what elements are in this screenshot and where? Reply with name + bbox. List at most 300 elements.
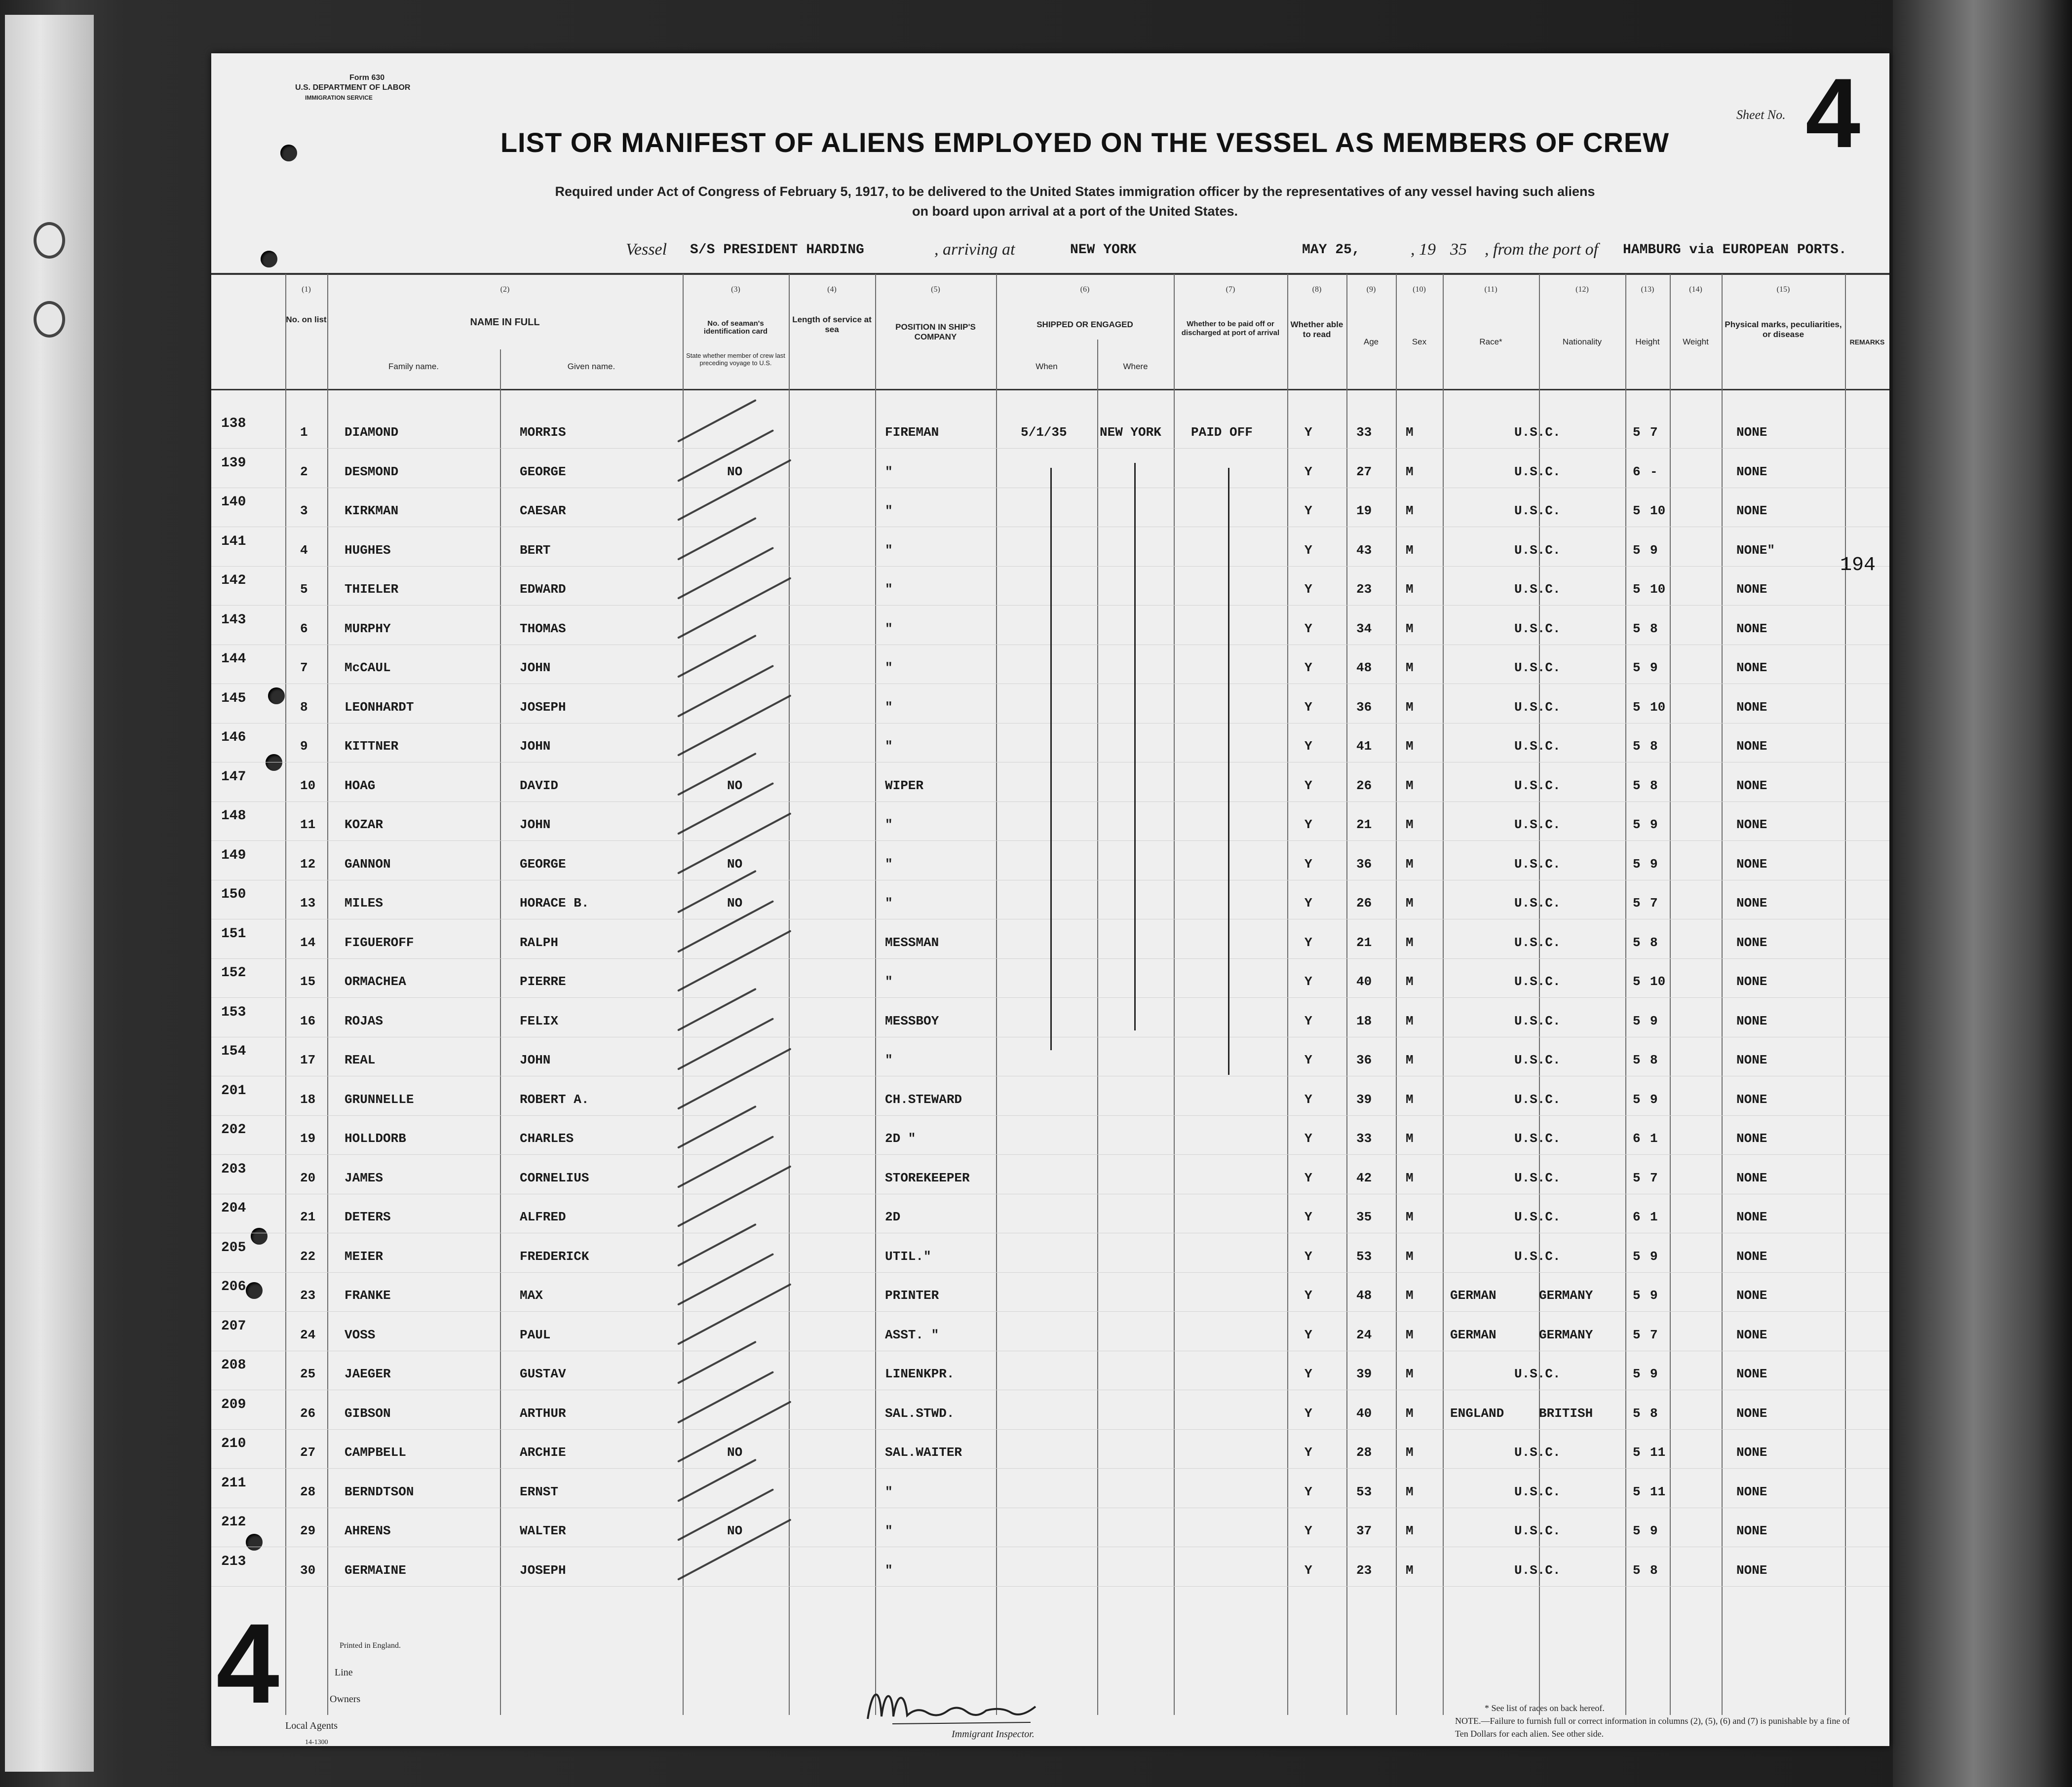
row-number: 27 (300, 1445, 316, 1460)
age: 40 (1356, 1406, 1372, 1421)
able-to-read: Y (1305, 582, 1312, 597)
age: 36 (1356, 699, 1372, 715)
column-number: (6) (1080, 285, 1090, 294)
height-feet: 5 (1633, 1288, 1641, 1303)
row-number: 23 (300, 1288, 316, 1303)
physical-marks: NONE (1736, 935, 1767, 950)
header-remarks: REMARKS (1849, 338, 1885, 346)
row-seq: 138 (221, 416, 246, 431)
family-name: AHRENS (345, 1523, 391, 1538)
column-divider (285, 274, 286, 1715)
row-number: 21 (300, 1210, 316, 1224)
row-seq: 141 (221, 533, 246, 549)
nationality: U.S.C. (1514, 1367, 1561, 1381)
age: 18 (1356, 1013, 1372, 1028)
height-inches: 9 (1650, 856, 1658, 872)
seaman-card: NO (727, 896, 743, 911)
position: " (885, 621, 893, 636)
nationality: U.S.C. (1514, 464, 1561, 479)
sex: M (1406, 1131, 1414, 1146)
handwritten-check-mark (677, 900, 774, 952)
header-physical-marks: Physical marks, peculiarities, or disease (1725, 320, 1842, 339)
row-number: 8 (300, 699, 308, 715)
row-number: 29 (300, 1523, 316, 1538)
handwritten-check-mark (677, 870, 757, 913)
handwritten-check-mark (677, 664, 774, 717)
printed-in-label: Printed in England. (340, 1641, 401, 1650)
seaman-card: NO (727, 1445, 743, 1460)
handwritten-check-mark (677, 1165, 791, 1227)
footer-owner-block (285, 1633, 401, 1746)
height-inches: 7 (1650, 1327, 1658, 1342)
nationality: U.S.C. (1514, 778, 1561, 793)
age: 24 (1356, 1327, 1372, 1342)
given-name: JOHN (520, 1053, 551, 1067)
row-rule (211, 1272, 1889, 1273)
nationality: U.S.C. (1514, 974, 1561, 989)
department-name: U.S. DEPARTMENT OF LABOR (295, 83, 411, 92)
shipped-when: 5/1/35 (1021, 425, 1067, 440)
family-name: KOZAR (345, 817, 384, 832)
column-number: (13) (1641, 285, 1654, 294)
nationality: U.S.C. (1514, 582, 1561, 597)
position: ASST. " (885, 1327, 939, 1342)
family-name: MURPHY (345, 621, 391, 636)
height-feet: 5 (1633, 660, 1641, 675)
height-inches: 9 (1650, 1288, 1658, 1303)
row-number: 17 (300, 1053, 316, 1067)
able-to-read: Y (1305, 1288, 1312, 1303)
nationality: U.S.C. (1514, 1445, 1561, 1460)
age: 23 (1356, 1562, 1372, 1578)
family-name: DESMOND (345, 464, 399, 479)
age: 39 (1356, 1367, 1372, 1381)
row-rule (211, 1154, 1889, 1155)
physical-marks: NONE (1736, 1523, 1767, 1538)
age: 36 (1356, 1053, 1372, 1067)
age: 37 (1356, 1523, 1372, 1538)
page-subtitle (433, 182, 1717, 221)
shipped-where: NEW YORK (1100, 425, 1161, 440)
able-to-read: Y (1305, 503, 1312, 518)
sex: M (1406, 1249, 1414, 1264)
seaman-card: NO (727, 1523, 743, 1538)
row-seq: 210 (221, 1436, 246, 1451)
races-note: * See list of races on back hereof. (1485, 1703, 1605, 1713)
form-number: Form 630 (349, 74, 385, 82)
height-inches: 10 (1650, 974, 1666, 989)
physical-marks: NONE (1736, 1249, 1767, 1264)
column-number: (8) (1312, 285, 1322, 294)
height-inches: 9 (1650, 1523, 1658, 1538)
able-to-read: Y (1305, 1562, 1312, 1578)
height-inches: 11 (1650, 1445, 1666, 1460)
height-inches: 8 (1650, 621, 1658, 636)
row-seq: 205 (221, 1240, 246, 1255)
physical-marks: NONE (1736, 1053, 1767, 1067)
given-name: HORACE B. (520, 896, 589, 911)
able-to-read: Y (1305, 1367, 1312, 1381)
row-seq: 206 (221, 1279, 246, 1294)
punch-hole (261, 251, 277, 267)
position: " (885, 1523, 893, 1538)
family-name: FIGUEROFF (345, 935, 414, 950)
height-feet: 5 (1633, 817, 1641, 832)
sex: M (1406, 1092, 1414, 1107)
position: MESSMAN (885, 935, 939, 950)
row-number: 15 (300, 974, 316, 989)
able-to-read: Y (1305, 1327, 1312, 1342)
given-name: FREDERICK (520, 1249, 589, 1264)
able-to-read: Y (1305, 660, 1312, 675)
given-name: JOHN (520, 739, 551, 754)
local-agents-label: Local Agents (285, 1720, 338, 1731)
height-feet: 5 (1633, 542, 1641, 558)
manifest-page (211, 53, 1889, 1746)
adjacent-page-edge (1893, 0, 2072, 1787)
age: 34 (1356, 621, 1372, 636)
physical-marks: NONE (1736, 1210, 1767, 1224)
physical-marks: NONE (1736, 1406, 1767, 1421)
column-number: (3) (731, 285, 740, 294)
sex: M (1406, 778, 1414, 793)
column-divider (1845, 274, 1846, 1715)
column-divider (1722, 274, 1723, 1715)
height-inches: 1 (1650, 1210, 1658, 1224)
height-feet: 6 (1633, 1131, 1641, 1146)
sheet-label: Sheet No. (1736, 108, 1786, 122)
family-name: MEIER (345, 1249, 384, 1264)
service-name: IMMIGRATION SERVICE (305, 94, 373, 101)
able-to-read: Y (1305, 1523, 1312, 1538)
handwritten-check-mark (677, 1253, 774, 1306)
inspector-label: Immigrant Inspector. (952, 1729, 1035, 1740)
header-able-to-read: Whether able to read (1290, 320, 1343, 339)
physical-marks: NONE (1736, 503, 1767, 518)
sex: M (1406, 1484, 1414, 1499)
given-name: FELIX (520, 1013, 559, 1028)
sex: M (1406, 974, 1414, 989)
age: 26 (1356, 778, 1372, 793)
physical-marks: NONE (1736, 1327, 1767, 1342)
sex: M (1406, 542, 1414, 558)
row-seq: 145 (221, 690, 246, 706)
height-feet: 5 (1633, 974, 1641, 989)
binder-strip (5, 15, 94, 1772)
age: 40 (1356, 974, 1372, 989)
age: 41 (1356, 739, 1372, 754)
header-seaman-card: No. of seaman's identification card (703, 319, 768, 336)
given-name: DAVID (520, 778, 559, 793)
sex: M (1406, 1445, 1414, 1460)
physical-marks: NONE (1736, 699, 1767, 715)
row-number: 13 (300, 896, 316, 911)
age: 27 (1356, 464, 1372, 479)
age: 23 (1356, 582, 1372, 597)
vessel-name: S/S PRESIDENT HARDING (690, 242, 864, 258)
row-seq: 149 (221, 847, 246, 863)
handwritten-check-mark (677, 930, 791, 992)
column-number: (5) (931, 285, 940, 294)
physical-marks: NONE (1736, 660, 1767, 675)
nationality: U.S.C. (1514, 1249, 1561, 1264)
age: 33 (1356, 1131, 1372, 1146)
given-name: JOHN (520, 817, 551, 832)
position: LINENKPR. (885, 1367, 955, 1381)
height-inches: 7 (1650, 425, 1658, 440)
height-feet: 5 (1633, 582, 1641, 597)
age: 19 (1356, 503, 1372, 518)
arriving-label: , arriving at (934, 240, 1015, 259)
given-name: ROBERT A. (520, 1092, 589, 1107)
family-name: LEONHARDT (345, 699, 414, 715)
column-divider (1346, 274, 1347, 1715)
column-number: (1) (302, 285, 311, 294)
given-name: BERT (520, 542, 551, 558)
race: GERMAN (1450, 1327, 1496, 1342)
page-title: LIST OR MANIFEST OF ALIENS EMPLOYED ON THE VESSEL AS MEMBERS OF CREW (500, 127, 1670, 158)
ditto-line (1134, 463, 1136, 1030)
row-seq: 207 (221, 1318, 246, 1334)
row-seq: 151 (221, 926, 246, 942)
sheet-number: 4 (1805, 58, 1861, 168)
height-inches: 9 (1650, 660, 1658, 675)
position: WIPER (885, 778, 924, 793)
height-feet: 5 (1633, 1053, 1641, 1067)
height-inches: 1 (1650, 1131, 1658, 1146)
year-prefix: , 19 (1411, 240, 1436, 259)
sex: M (1406, 503, 1414, 518)
header-name-in-full: NAME IN FULL (470, 317, 540, 328)
family-name: ORMACHEA (345, 974, 406, 989)
family-name: DIAMOND (345, 425, 399, 440)
age: 26 (1356, 896, 1372, 911)
handwritten-check-mark (677, 547, 774, 600)
handwritten-check-mark (677, 1135, 774, 1188)
row-seq: 211 (221, 1475, 246, 1491)
row-seq: 204 (221, 1201, 246, 1216)
paid-off: PAID OFF (1191, 425, 1253, 440)
physical-marks: NONE" (1736, 542, 1775, 558)
height-feet: 5 (1633, 503, 1641, 518)
handwritten-check-mark (677, 1048, 791, 1110)
given-name: ALFRED (520, 1210, 566, 1224)
height-inches: 8 (1650, 935, 1658, 950)
handwritten-check-mark (677, 577, 791, 639)
height-feet: 5 (1633, 1092, 1641, 1107)
signature-drawing (863, 1677, 1040, 1731)
given-name: THOMAS (520, 621, 566, 636)
column-number: (10) (1413, 285, 1426, 294)
header-no-on-list: No. on list (286, 315, 327, 324)
able-to-read: Y (1305, 425, 1312, 440)
given-name: JOSEPH (520, 1562, 566, 1578)
race: GERMAN (1450, 1288, 1496, 1303)
age: 21 (1356, 817, 1372, 832)
handwritten-check-mark (677, 1370, 774, 1423)
row-seq: 148 (221, 808, 246, 824)
header-given-name: Given name. (567, 362, 615, 371)
line-label: Line (335, 1667, 353, 1678)
sex: M (1406, 1288, 1414, 1303)
column-number: (15) (1776, 285, 1790, 294)
position: " (885, 464, 893, 479)
row-number: 10 (300, 778, 316, 793)
family-name: MILES (345, 896, 384, 911)
nationality: BRITISH (1539, 1406, 1593, 1421)
sex: M (1406, 1562, 1414, 1578)
row-seq: 153 (221, 1004, 246, 1020)
header-length-of-service: Length of service at sea (792, 315, 872, 334)
position: 2D (885, 1210, 901, 1224)
row-seq: 154 (221, 1044, 246, 1059)
nationality: U.S.C. (1514, 621, 1561, 636)
row-number: 20 (300, 1170, 316, 1185)
height-inches: 8 (1650, 1562, 1658, 1578)
row-seq: 140 (221, 494, 246, 510)
column-divider (789, 274, 790, 1715)
family-name: GRUNNELLE (345, 1092, 414, 1107)
able-to-read: Y (1305, 1092, 1312, 1107)
height-feet: 5 (1633, 1367, 1641, 1381)
nationality: U.S.C. (1514, 1170, 1561, 1185)
height-feet: 5 (1633, 1406, 1641, 1421)
nationality: U.S.C. (1514, 425, 1561, 440)
physical-marks: NONE (1736, 1484, 1767, 1499)
family-name: BERNDTSON (345, 1484, 414, 1499)
given-name: GEORGE (520, 856, 566, 872)
row-number: 26 (300, 1406, 316, 1421)
height-inches: 9 (1650, 1092, 1658, 1107)
row-number: 9 (300, 739, 308, 754)
row-rule (211, 1586, 1889, 1587)
family-name: GERMAINE (345, 1562, 406, 1578)
age: 21 (1356, 935, 1372, 950)
punch-hole (251, 1228, 268, 1245)
physical-marks: NONE (1736, 1092, 1767, 1107)
given-name: MAX (520, 1288, 543, 1303)
inspector-signature (863, 1677, 1040, 1734)
position: " (885, 1053, 893, 1067)
given-name: PIERRE (520, 974, 566, 989)
position: CH.STEWARD (885, 1092, 962, 1107)
sex: M (1406, 699, 1414, 715)
column-divider (327, 274, 328, 1715)
race: ENGLAND (1450, 1406, 1504, 1421)
height-inches: 10 (1650, 699, 1666, 715)
height-feet: 6 (1633, 1210, 1641, 1224)
table-header-bottom-rule (211, 389, 1889, 390)
able-to-read: Y (1305, 739, 1312, 754)
row-seq: 146 (221, 730, 246, 745)
row-number: 18 (300, 1092, 316, 1107)
physical-marks: NONE (1736, 817, 1767, 832)
punch-hole (266, 754, 282, 771)
height-inches: 8 (1650, 1053, 1658, 1067)
owners-label: Owners (330, 1694, 361, 1705)
row-rule (211, 1429, 1889, 1430)
nationality: U.S.C. (1514, 739, 1561, 754)
given-name: GUSTAV (520, 1367, 566, 1381)
family-name: CAMPBELL (345, 1445, 406, 1460)
header-seaman-card-sub: State whether member of crew last preceding voyage to U.S. (686, 352, 785, 367)
punch-hole (246, 1534, 263, 1551)
row-seq: 142 (221, 573, 246, 588)
vessel-label: Vessel (626, 240, 667, 259)
able-to-read: Y (1305, 1053, 1312, 1067)
nationality: U.S.C. (1514, 817, 1561, 832)
able-to-read: Y (1305, 778, 1312, 793)
height-feet: 5 (1633, 1523, 1641, 1538)
physical-marks: NONE (1736, 1562, 1767, 1578)
age: 48 (1356, 660, 1372, 675)
seaman-card: NO (727, 778, 743, 793)
family-name: REAL (345, 1053, 376, 1067)
row-seq: 202 (221, 1122, 246, 1138)
height-inches: - (1650, 464, 1658, 479)
family-name: KITTNER (345, 739, 399, 754)
height-feet: 5 (1633, 778, 1641, 793)
header-nationality: Nationality (1562, 337, 1602, 346)
row-rule (211, 1468, 1889, 1469)
handwritten-check-mark (677, 517, 757, 560)
row-number: 16 (300, 1013, 316, 1028)
height-feet: 5 (1633, 1249, 1641, 1264)
binder-ring (34, 301, 65, 338)
sex: M (1406, 935, 1414, 950)
row-number: 11 (300, 817, 316, 832)
height-inches: 8 (1650, 778, 1658, 793)
sex: M (1406, 660, 1414, 675)
given-name: MORRIS (520, 425, 566, 440)
row-number: 19 (300, 1131, 316, 1146)
row-seq: 152 (221, 965, 246, 981)
column-number: (11) (1484, 285, 1497, 294)
row-number: 3 (300, 503, 308, 518)
nationality: U.S.C. (1514, 1053, 1561, 1067)
sex: M (1406, 1013, 1414, 1028)
height-feet: 5 (1633, 856, 1641, 872)
column-number: (2) (500, 285, 510, 294)
position: 2D " (885, 1131, 916, 1146)
physical-marks: NONE (1736, 1013, 1767, 1028)
year-suffix: 35 (1450, 240, 1467, 259)
physical-marks: NONE (1736, 974, 1767, 989)
position: " (885, 974, 893, 989)
header-paid-off: Whether to be paid off or discharged at port of arrival (1181, 320, 1280, 337)
row-seq: 213 (221, 1554, 246, 1569)
given-name: GEORGE (520, 464, 566, 479)
height-feet: 5 (1633, 1562, 1641, 1578)
sex: M (1406, 425, 1414, 440)
row-seq: 209 (221, 1397, 246, 1412)
handwritten-check-mark (677, 1105, 757, 1149)
row-seq: 139 (221, 455, 246, 471)
row-number: 22 (300, 1249, 316, 1264)
family-name: HOAG (345, 778, 376, 793)
nationality: GERMANY (1539, 1327, 1593, 1342)
age: 43 (1356, 542, 1372, 558)
handwritten-check-mark (677, 1488, 774, 1541)
header-when: When (1036, 362, 1058, 371)
position: STOREKEEPER (885, 1170, 970, 1185)
sex: M (1406, 1170, 1414, 1185)
position: SAL.STWD. (885, 1406, 955, 1421)
sex: M (1406, 582, 1414, 597)
row-rule (211, 1115, 1889, 1116)
physical-marks: NONE (1736, 739, 1767, 754)
position: " (885, 817, 893, 832)
